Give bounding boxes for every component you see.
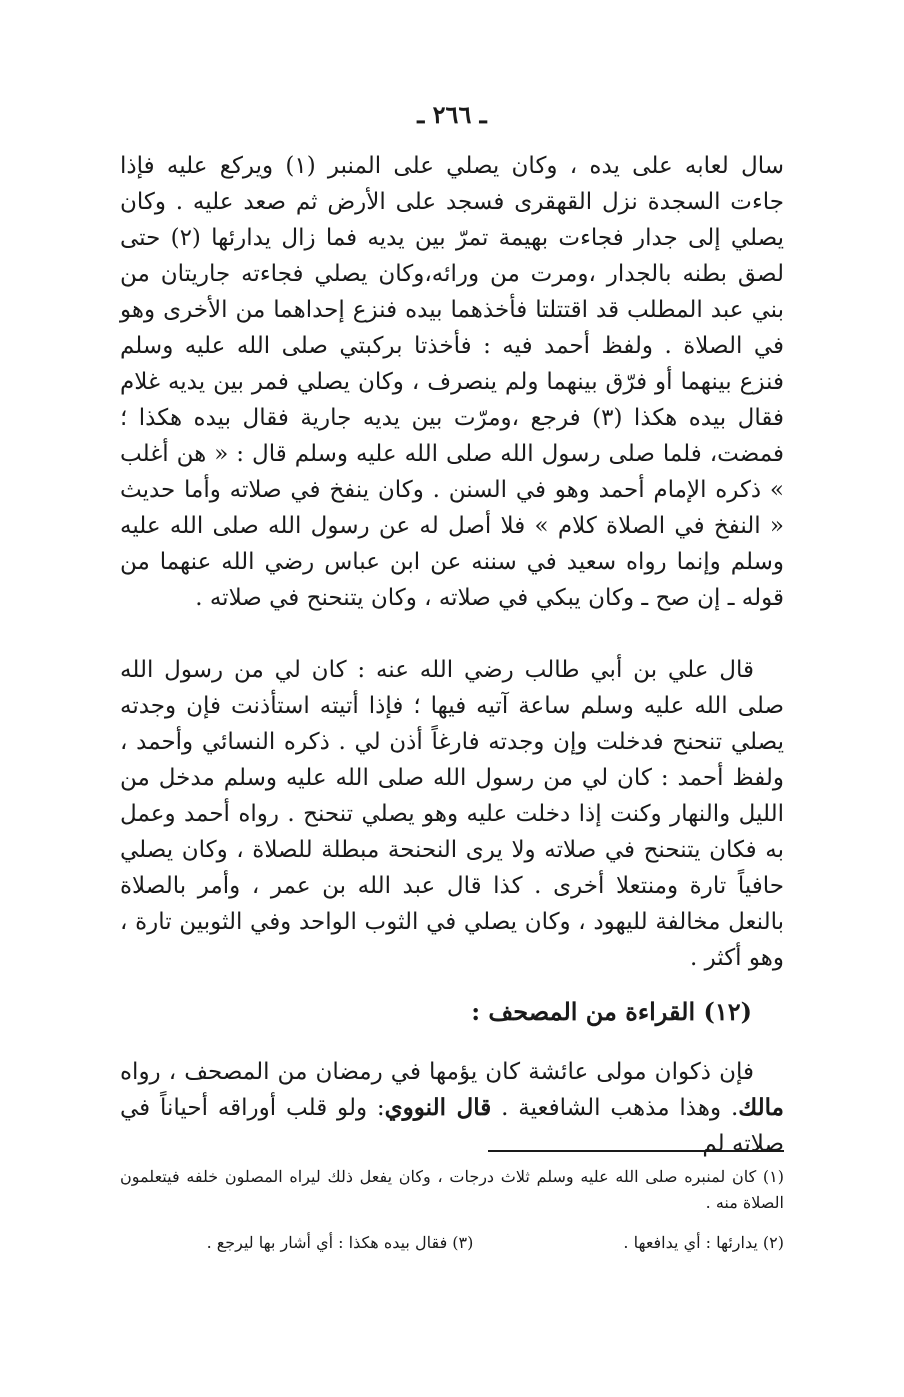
paragraph-3-part-1: فإن ذكوان مولى عائشة كان يؤمها في رمضان من المصحف ، رواه bbox=[120, 1059, 754, 1085]
paragraph-3-part-2: . وهذا مذهب الشافعية . bbox=[501, 1095, 739, 1121]
paragraph-3-part-3: : ولو قلب أوراقه أحياناً في صلاته لم bbox=[120, 1095, 784, 1157]
footnotes bbox=[120, 1164, 784, 1256]
section-heading: (١٢) القراءة من المصحف : bbox=[471, 997, 752, 1026]
footnote-divider bbox=[488, 1150, 784, 1152]
paragraph-2: قال علي بن أبي طالب رضي الله عنه : كان لي من رسول الله صلى الله عليه وسلم ساعة آتيه فيها ؛ فإذا أتيته استأذنت فإن وجدته يصلي تنحنح فدخلت وإن وجدته فارغاً أذن لي . ذكره النسائي وأحمد ، ولفظ أحمد : كان لي من رسول الله صلى الله عليه وسلم مدخل من الليل والنهار وكنت إذا دخلت عليه وهو يصلي تنحنح . رواه أحمد وعمل به فكان يتنحنح في صلاته ولا يرى النحنحة مبطلة للصلاة ، وكان يصلي حافياً تارة ومنتعلا أخرى . كذا قال عبد الله بن عمر ، وأمر بالصلاة بالنعل مخالفة لليهود ، وكان يصلي في الثوب الواحد وفي الثوبين تارة ، وهو أكثر . bbox=[120, 657, 784, 971]
paragraph-1: سال لعابه على يده ، وكان يصلي على المنبر (١) ويركع عليه فإذا جاءت السجدة نزل القهقرى فسجد على الأرض ثم صعد عليه . وكان يصلي إلى جدار فجاءت بهيمة تمرّ بين يديه فما زال يدارئها (٢) حتى لصق بطنه بالجدار ،ومرت من ورائه،وكان يصلي فجاءته جاريتان من بني عبد المطلب قد اقتتلتا فأخذهما بيده فنزع إحداهما من الأخرى وهو في الصلاة . ولفظ أحمد فيه : فأخذتا بركبتي صلى الله عليه وسلم فنزع بينهما أو فرّق بينهما ولم ينصرف ، وكان يصلي فمر بين يديه غلام فقال بيده هكذا (٣) فرجع ،ومرّت بين يديه جارية فقال بيده هكذا ؛ فمضت، فلما صلى رسول الله صلى الله عليه وسلم قال : « هن أغلب » ذكره الإمام أحمد وهو في السنن . وكان ينفخ في صلاته وأما حديث « النفخ في الصلاة كلام » فلا أصل له عن رسول الله صلى الله عليه وسلم وإنما رواه سعيد في سننه عن ابن عباس رضي الله عنهما من قوله ـ إن صح ـ وكان يبكي في صلاته ، وكان يتنحنح في صلاته . bbox=[120, 153, 784, 611]
footnote-3: (٣) فقال بيده هكذا : أي أشار بها ليرجع . bbox=[206, 1233, 474, 1252]
footnote-2: (٢) يدارئها : أي يدافعها . bbox=[623, 1233, 784, 1252]
footnote-1: (١) كان لمنبره صلى الله عليه وسلم ثلاث درجات ، وكان يفعل ذلك ليراه المصلون خلفه فيتعلمون الصلاة منه . bbox=[120, 1167, 784, 1212]
paragraph-3-bold-1: مالك bbox=[738, 1094, 784, 1121]
page-number: ـ ٢٦٦ ـ bbox=[417, 100, 487, 129]
paragraph-3 bbox=[120, 1054, 784, 1162]
paragraph-3-bold-2: قال النووي bbox=[384, 1094, 492, 1121]
footnote-row bbox=[120, 1230, 784, 1256]
